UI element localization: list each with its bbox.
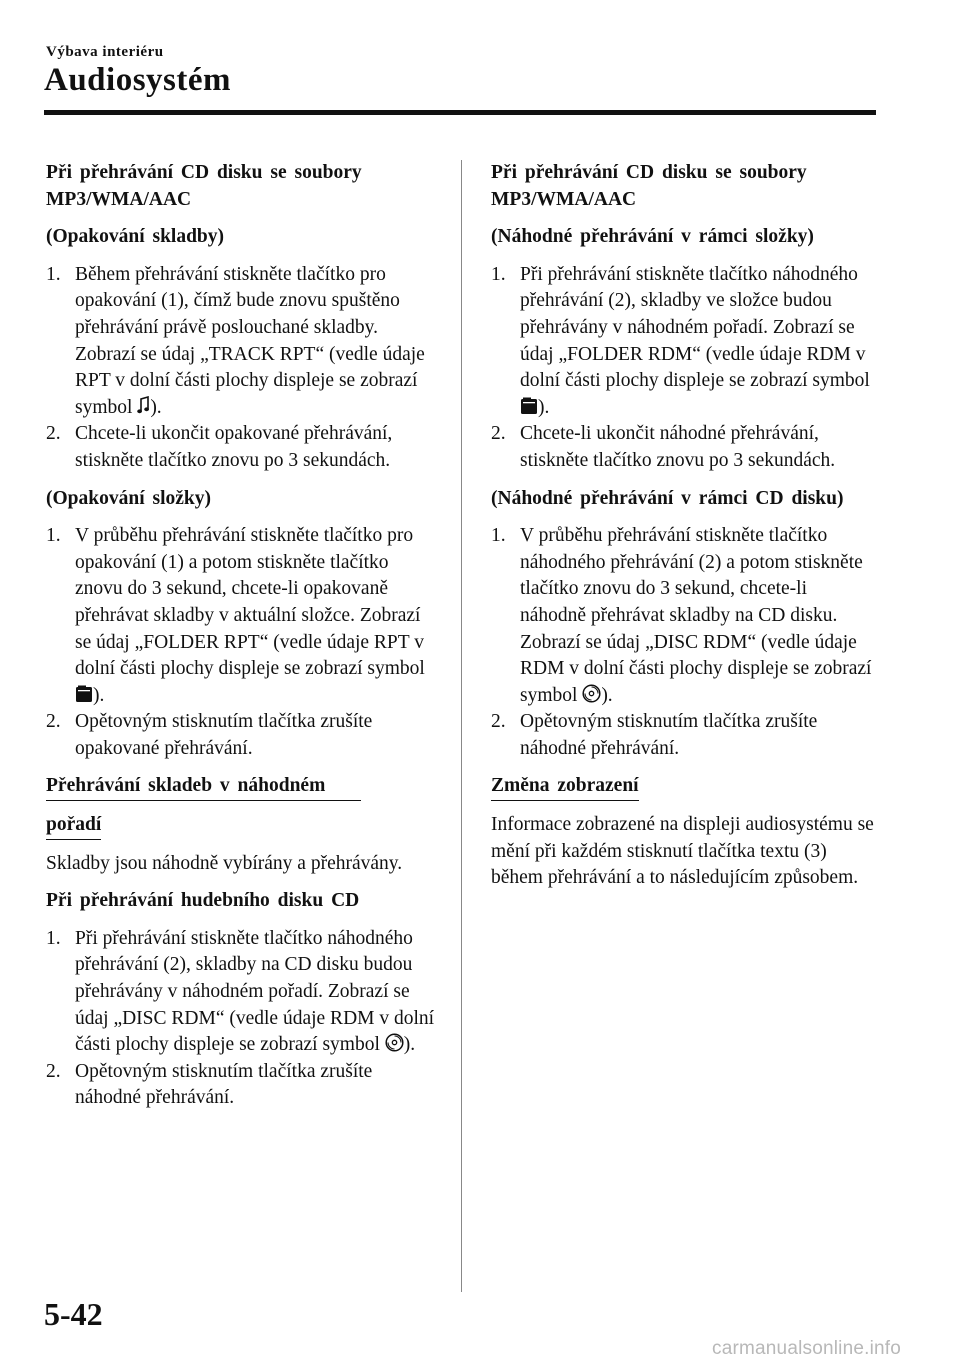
music-note-icon	[137, 396, 150, 415]
column-divider	[461, 160, 462, 1292]
list-item: 2. Opětovným stisknutím tlačítka zrušíte náhodné přehrávání.	[491, 711, 818, 759]
paragraph-random-intro: Skladby jsou náhodně vybírány a přehrávány.	[46, 852, 403, 874]
subheading-folder-random: (Náhodné přehrávání v rámci složky)	[491, 226, 814, 248]
subheading-folder-repeat: (Opakování složky)	[46, 487, 211, 509]
page-number: 5-42	[44, 1296, 103, 1332]
subheading-track-repeat: (Opakování skladby)	[46, 226, 225, 248]
right-column	[491, 160, 876, 903]
subheading-audio-cd: Při přehrávání hudebního disku CD	[46, 890, 360, 912]
heading-random-playback-2: pořadí	[46, 812, 101, 840]
left-column	[46, 160, 438, 1123]
paragraph-display-change: Informace zobrazené na displeji audiosystému se mění při každém stisknutí tlačítka textu (3) během přehrávání a to následujícím způsobem.	[491, 814, 874, 889]
chapter-title: Audiosystém	[44, 62, 232, 98]
right-heading-mp3: Při přehrávání CD disku se soubory MP3/WMA/AAC	[491, 162, 807, 210]
list-item: 1. Při přehrávání stiskněte tlačítko náhodného přehrávání (2), skladby na CD disku budou přehrávány v náhodném pořadí. Zobrazí se údaj „DISC RDM“ (vedle údaje RDM v dolní části plochy displeje se zobrazí symbol ).	[46, 927, 435, 1056]
watermark: carmanualsonline.info	[712, 1338, 902, 1359]
list-item: 1. Při přehrávání stiskněte tlačítko náhodného přehrávání (2), skladby ve složce budou přehrávány v náhodném pořadí. Zobrazí se údaj „FOLDER RDM“ (vedle údaje RDM v dolní části plochy displeje se zobrazí symbol ).	[491, 263, 870, 418]
disc-icon	[385, 1033, 404, 1052]
list-item: 1. V průběhu přehrávání stiskněte tlačítko náhodného přehrávání (2) a potom stiskněte tlačítko znovu do 3 sekund, chcete-li náhodně přehrávat skladby na CD disku. Zobrazí se údaj „DISC RDM“ (vedle údaje RDM v dolní části plochy displeje se zobrazí symbol ).	[491, 525, 872, 706]
heading-display-change: Změna zobrazení	[491, 773, 639, 801]
folder-icon	[520, 397, 538, 415]
steps-folder-repeat	[46, 523, 438, 762]
steps-track-repeat	[46, 262, 438, 475]
list-item: 2. Opětovným stisknutím tlačítka zrušíte opakované přehrávání.	[46, 711, 373, 759]
heading-random-playback: Přehrávání skladeb v náhodném	[46, 773, 361, 801]
subheading-disc-random: (Náhodné přehrávání v rámci CD disku)	[491, 487, 844, 509]
section-label: Výbava interiéru	[46, 44, 164, 60]
disc-icon	[582, 684, 601, 703]
steps-folder-random	[491, 262, 876, 475]
list-item: 2. Chcete-li ukončit náhodné přehrávání, stiskněte tlačítko znovu po 3 sekundách.	[491, 423, 836, 471]
list-item: 2. Chcete-li ukončit opakované přehrávání, stiskněte tlačítko znovu po 3 sekundách.	[46, 423, 393, 471]
header-rule	[44, 110, 876, 115]
steps-disc-random	[491, 523, 876, 762]
list-item: 2. Opětovným stisknutím tlačítka zrušíte náhodné přehrávání.	[46, 1060, 373, 1109]
list-item: 1. Během přehrávání stiskněte tlačítko pro opakování (1), čímž bude znovu spuštěno přehrávání právě poslouchané skladby. Zobrazí se údaj „TRACK RPT“ (vedle údaje RPT v dolní části plochy displeje se zobrazí symbol ).	[46, 263, 425, 418]
left-heading-mp3: Při přehrávání CD disku se soubory MP3/WMA/AAC	[46, 162, 362, 210]
list-item: 1. V průběhu přehrávání stiskněte tlačítko pro opakování (1) a potom stiskněte tlačítko znovu do 3 sekund, chcete-li opakovaně přehrávat skladby v aktuální složce. Zobrazí se údaj „FOLDER RPT“ (vedle údaje RPT v dolní části plochy displeje se zobrazí symbol ).	[46, 525, 425, 706]
steps-audio-cd-random	[46, 926, 438, 1112]
folder-icon	[75, 685, 93, 703]
